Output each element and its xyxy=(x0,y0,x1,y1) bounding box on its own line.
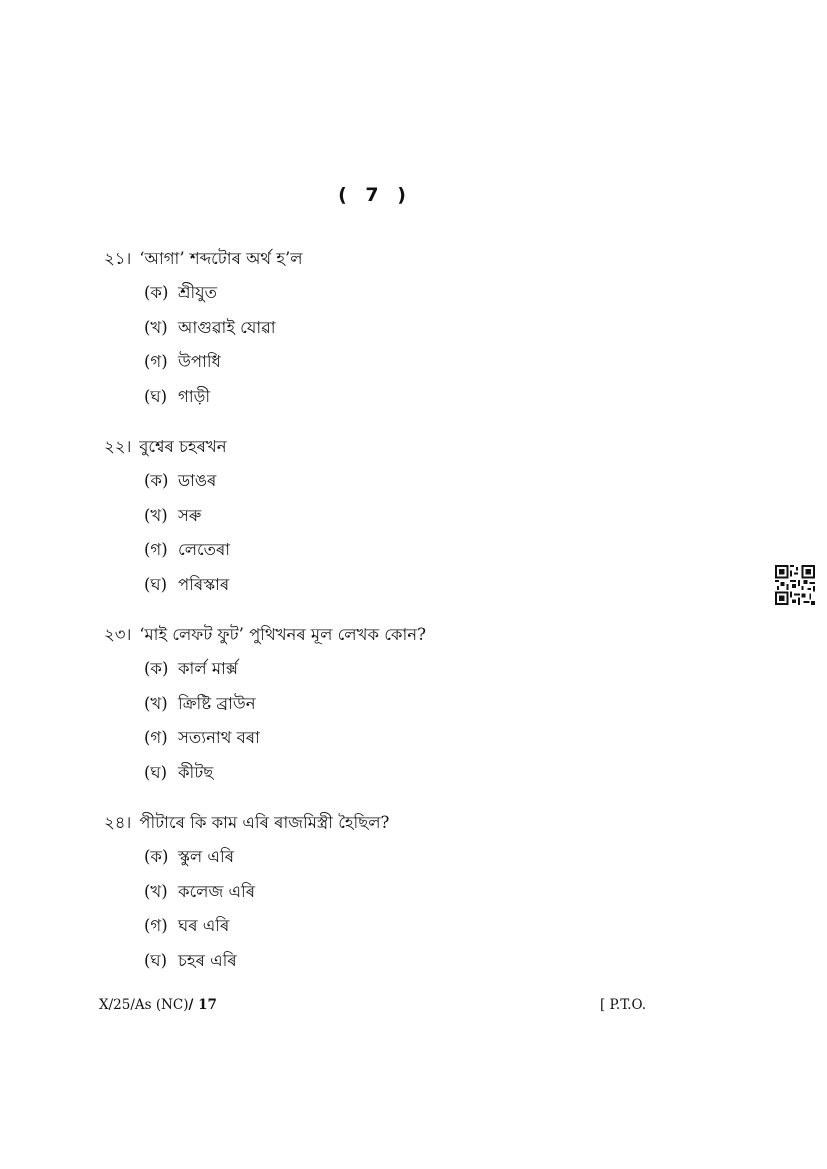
question-stem xyxy=(104,810,724,844)
question-21 xyxy=(104,246,724,418)
question-number: ২১। xyxy=(104,249,132,268)
option-label: (ক) xyxy=(144,659,169,678)
pto-label: [ P.T.O. xyxy=(600,997,647,1013)
question-23 xyxy=(104,622,724,794)
option-label: (গ) xyxy=(144,916,168,936)
option-text: উপাধি xyxy=(178,352,221,372)
option-label: (ক) xyxy=(144,847,169,866)
option-kha xyxy=(104,503,724,538)
option-label: (খ) xyxy=(144,881,168,901)
option-ka xyxy=(104,656,724,691)
option-text: গাড়ী xyxy=(178,386,211,406)
question-text: ‘আগা’ শব্দটোৰ অৰ্থ হ’ল xyxy=(139,249,303,268)
option-text: লেতেৰা xyxy=(178,540,231,560)
option-kha xyxy=(104,879,724,914)
option-label: (ক) xyxy=(144,283,169,302)
paper-code xyxy=(99,997,217,1013)
option-label: (খ) xyxy=(144,505,168,525)
paper-code-prefix: X/25/As (NC) xyxy=(99,997,189,1013)
option-text: পৰিস্কাৰ xyxy=(178,574,230,594)
option-ka xyxy=(104,468,724,503)
option-text: স্কুল এৰি xyxy=(178,847,234,866)
option-kha xyxy=(104,691,724,726)
question-stem xyxy=(104,622,724,656)
question-stem xyxy=(104,246,724,280)
option-gha xyxy=(104,948,724,983)
option-label: (ঘ) xyxy=(144,950,168,970)
option-text: সৰু xyxy=(178,505,202,525)
option-label: (গ) xyxy=(144,352,168,372)
question-22 xyxy=(104,434,724,606)
question-number: ২৪। xyxy=(104,813,132,832)
option-text: শ্ৰীযুত xyxy=(178,283,218,302)
option-text: কীটছ xyxy=(178,762,214,782)
option-ga xyxy=(104,913,724,948)
option-label: (ক) xyxy=(144,471,169,490)
paper-code-page: / 17 xyxy=(188,997,217,1013)
option-text: ক্ৰিষ্টি ব্ৰাউন xyxy=(178,693,256,713)
option-ga xyxy=(104,537,724,572)
option-label: (গ) xyxy=(144,728,168,748)
option-text: চহৰ এৰি xyxy=(178,950,237,970)
option-ga xyxy=(104,349,724,384)
option-gha xyxy=(104,384,724,419)
question-24 xyxy=(104,810,724,982)
option-gha xyxy=(104,572,724,607)
option-ka xyxy=(104,280,724,315)
option-text: কাৰ্ল মাৰ্ক্স xyxy=(178,659,238,678)
option-kha xyxy=(104,315,724,350)
option-label: (খ) xyxy=(144,693,168,713)
option-label: (ঘ) xyxy=(144,386,168,406)
qr-code-icon xyxy=(775,565,815,605)
question-number: ২২। xyxy=(104,437,132,456)
option-text: আগুৱাই যোৱা xyxy=(178,317,276,337)
option-text: ডাঙৰ xyxy=(178,471,217,490)
option-gha xyxy=(104,760,724,795)
question-text: বুশ্বেৰ চহৰখন xyxy=(139,437,227,456)
option-label: (গ) xyxy=(144,540,168,560)
option-label: (ঘ) xyxy=(144,574,168,594)
option-text: কলেজ এৰি xyxy=(178,881,256,901)
question-number: ২৩। xyxy=(104,625,132,644)
option-text: ঘৰ এৰি xyxy=(178,916,230,936)
option-ka xyxy=(104,844,724,879)
question-stem xyxy=(104,434,724,468)
option-text: সত্যনাথ বৰা xyxy=(178,728,260,748)
option-ga xyxy=(104,725,724,760)
page-number: ( 7 ) xyxy=(338,184,412,206)
question-text: ‘মাই লেফট ফুট’ পুথিখনৰ মূল লেখক কোন? xyxy=(139,625,426,644)
question-text: পীটাৰে কি কাম এৰি ৰাজমিস্ত্ৰী হৈছিল? xyxy=(139,813,390,832)
option-label: (ঘ) xyxy=(144,762,168,782)
option-label: (খ) xyxy=(144,317,168,337)
